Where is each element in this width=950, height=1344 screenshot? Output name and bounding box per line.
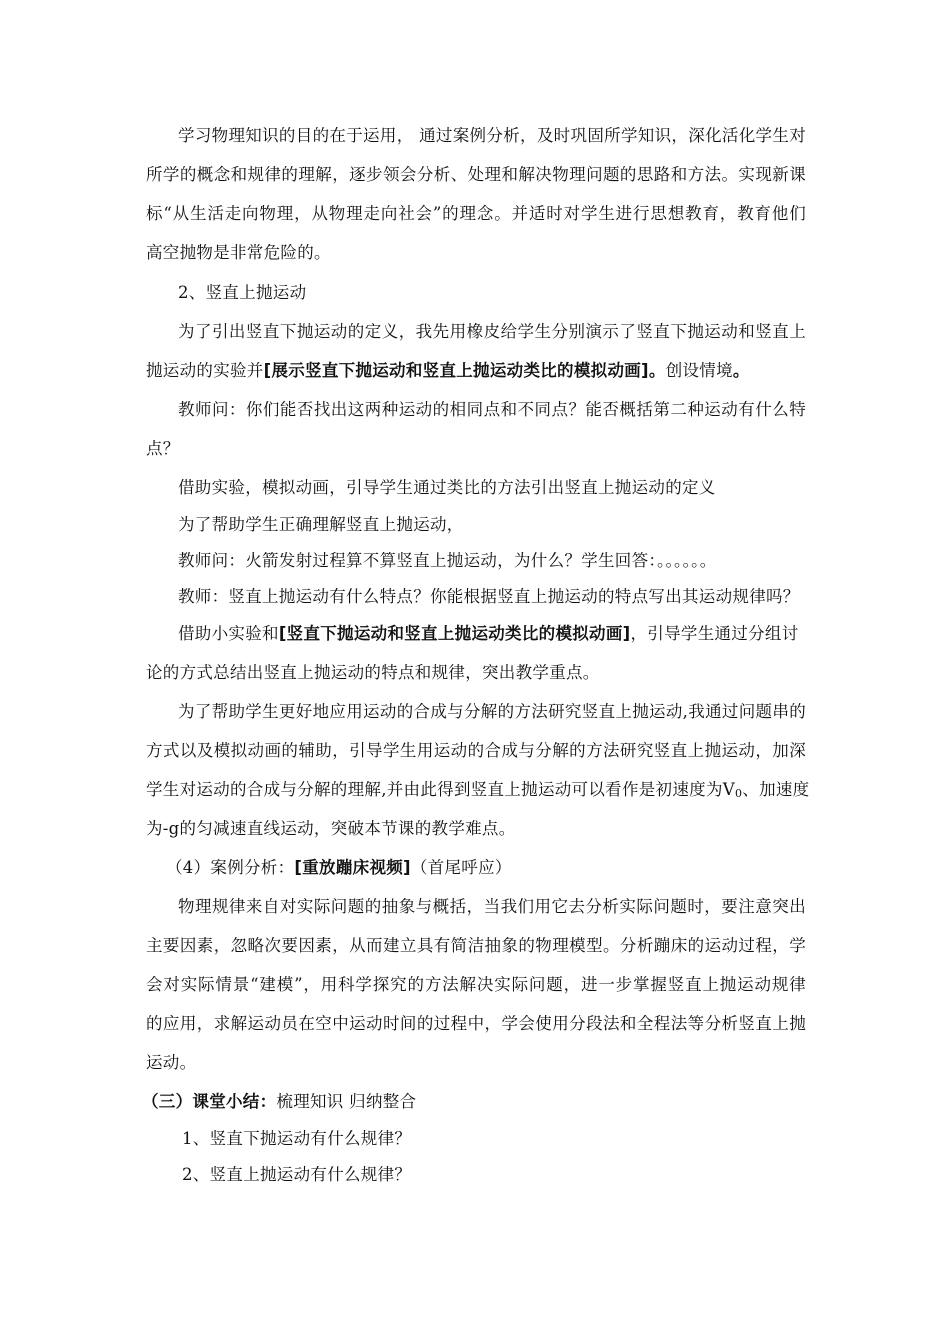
paragraph-line: 标“从生活走向物理，从物理走向社会”的理念。并适时对学生进行思想教育，教育他们 (146, 204, 806, 223)
paragraph-line (146, 779, 809, 805)
paragraph-line (178, 623, 799, 645)
paragraph-line: 教师问：你们能否找出这两种运动的相同点和不同点？能否概括第二种运动有什么特 (178, 400, 806, 419)
text-run: 梳理知识 归纳整合 (276, 1092, 417, 1111)
paragraph-line: 论的方式总结出竖直上抛运动的特点和规律，突出教学重点。 (146, 663, 600, 682)
text-run: 学生对运动的合成与分解的理解,并由此得到竖直上抛运动可以看作是初速度为V (146, 780, 735, 799)
paragraph-line: 所学的概念和规律的理解，逐步领会分析、处理和解决物理问题的思路和方法。实现新课 (146, 165, 806, 184)
bold-text-run: [展示竖直下抛运动和竖直上抛运动类比的模拟动画]。 (263, 361, 666, 380)
text-run: （4）案例分析： (166, 858, 295, 877)
section-heading (166, 857, 512, 879)
paragraph-line: 教师：竖直上抛运动有什么特点？你能根据竖直上抛运动的特点写出其运动规律吗？ (178, 587, 800, 606)
section-heading: 2、竖直上抛运动 (178, 283, 307, 302)
paragraph-line: 主要因素，忽略次要因素，从而建立具有简洁抽象的物理模型。分析蹦床的运动过程，学 (146, 936, 806, 955)
paragraph-line: 物理规律来自对实际问题的抽象与概括，当我们用它去分析实际问题时，要注意突出 (178, 897, 806, 916)
text-run: 创设情境 (665, 361, 733, 380)
paragraph-line: 教师问：火箭发射过程算不算竖直上抛运动，为什么？学生回答：。。。。。。 (178, 551, 717, 570)
list-item: 1、竖直下抛运动有什么规律？ (182, 1129, 412, 1148)
bold-text-run: （三）课堂小结： (142, 1092, 277, 1111)
paragraph-line: 为了帮助学生正确理解竖直上抛运动， (178, 515, 464, 534)
text-run: ，引导学生通过分组讨 (630, 624, 799, 643)
list-item: 2、竖直上抛运动有什么规律？ (182, 1165, 412, 1184)
paragraph-line: 的应用，求解运动员在空中运动时间的过程中，学会使用分段法和全程法等分析竖直上抛 (146, 1014, 806, 1033)
paragraph-line (146, 360, 750, 382)
bold-text-run: [重放蹦床视频] (294, 858, 411, 877)
paragraph-line: 高空抛物是非常危险的。 (146, 243, 331, 262)
subscript: 0 (734, 787, 743, 800)
text-run: 抛运动的实验并 (146, 361, 264, 380)
paragraph-line: 点？ (146, 439, 180, 458)
paragraph-line: 方式以及模拟动画的辅助，引导学生用运动的合成与分解的方法研究竖直上抛运动，加深 (146, 741, 806, 760)
bold-text-run: [竖直下抛运动和竖直上抛运动类比的模拟动画] (278, 624, 631, 643)
text-run: 、加速度 (742, 780, 810, 799)
paragraph-line: 会对实际情景“建模”，用科学探究的方法解决实际问题，进一步掌握竖直上抛运动规律 (146, 975, 806, 994)
section-heading (142, 1091, 416, 1113)
text-run: 借助小实验和 (178, 624, 279, 643)
paragraph-line: 运动。 (146, 1053, 197, 1072)
text-run: （首尾呼应） (410, 858, 512, 877)
paragraph-line: 借助实验，模拟动画，引导学生通过类比的方法引出竖直上抛运动的定义 (178, 478, 716, 497)
paragraph-line: 为-g的匀减速直线运动，突破本节课的教学难点。 (146, 819, 516, 838)
bold-text-run: 。 (732, 361, 750, 380)
paragraph-line: 为了帮助学生更好地应用运动的合成与分解的方法研究竖直上抛运动,我通过问题串的 (178, 702, 806, 721)
paragraph-line: 为了引出竖直下抛运动的定义，我先用橡皮给学生分别演示了竖直下抛运动和竖直上 (178, 322, 806, 341)
paragraph-line: 学习物理知识的目的在于运用， 通过案例分析，及时巩固所学知识，深化活化学生对 (178, 126, 806, 145)
